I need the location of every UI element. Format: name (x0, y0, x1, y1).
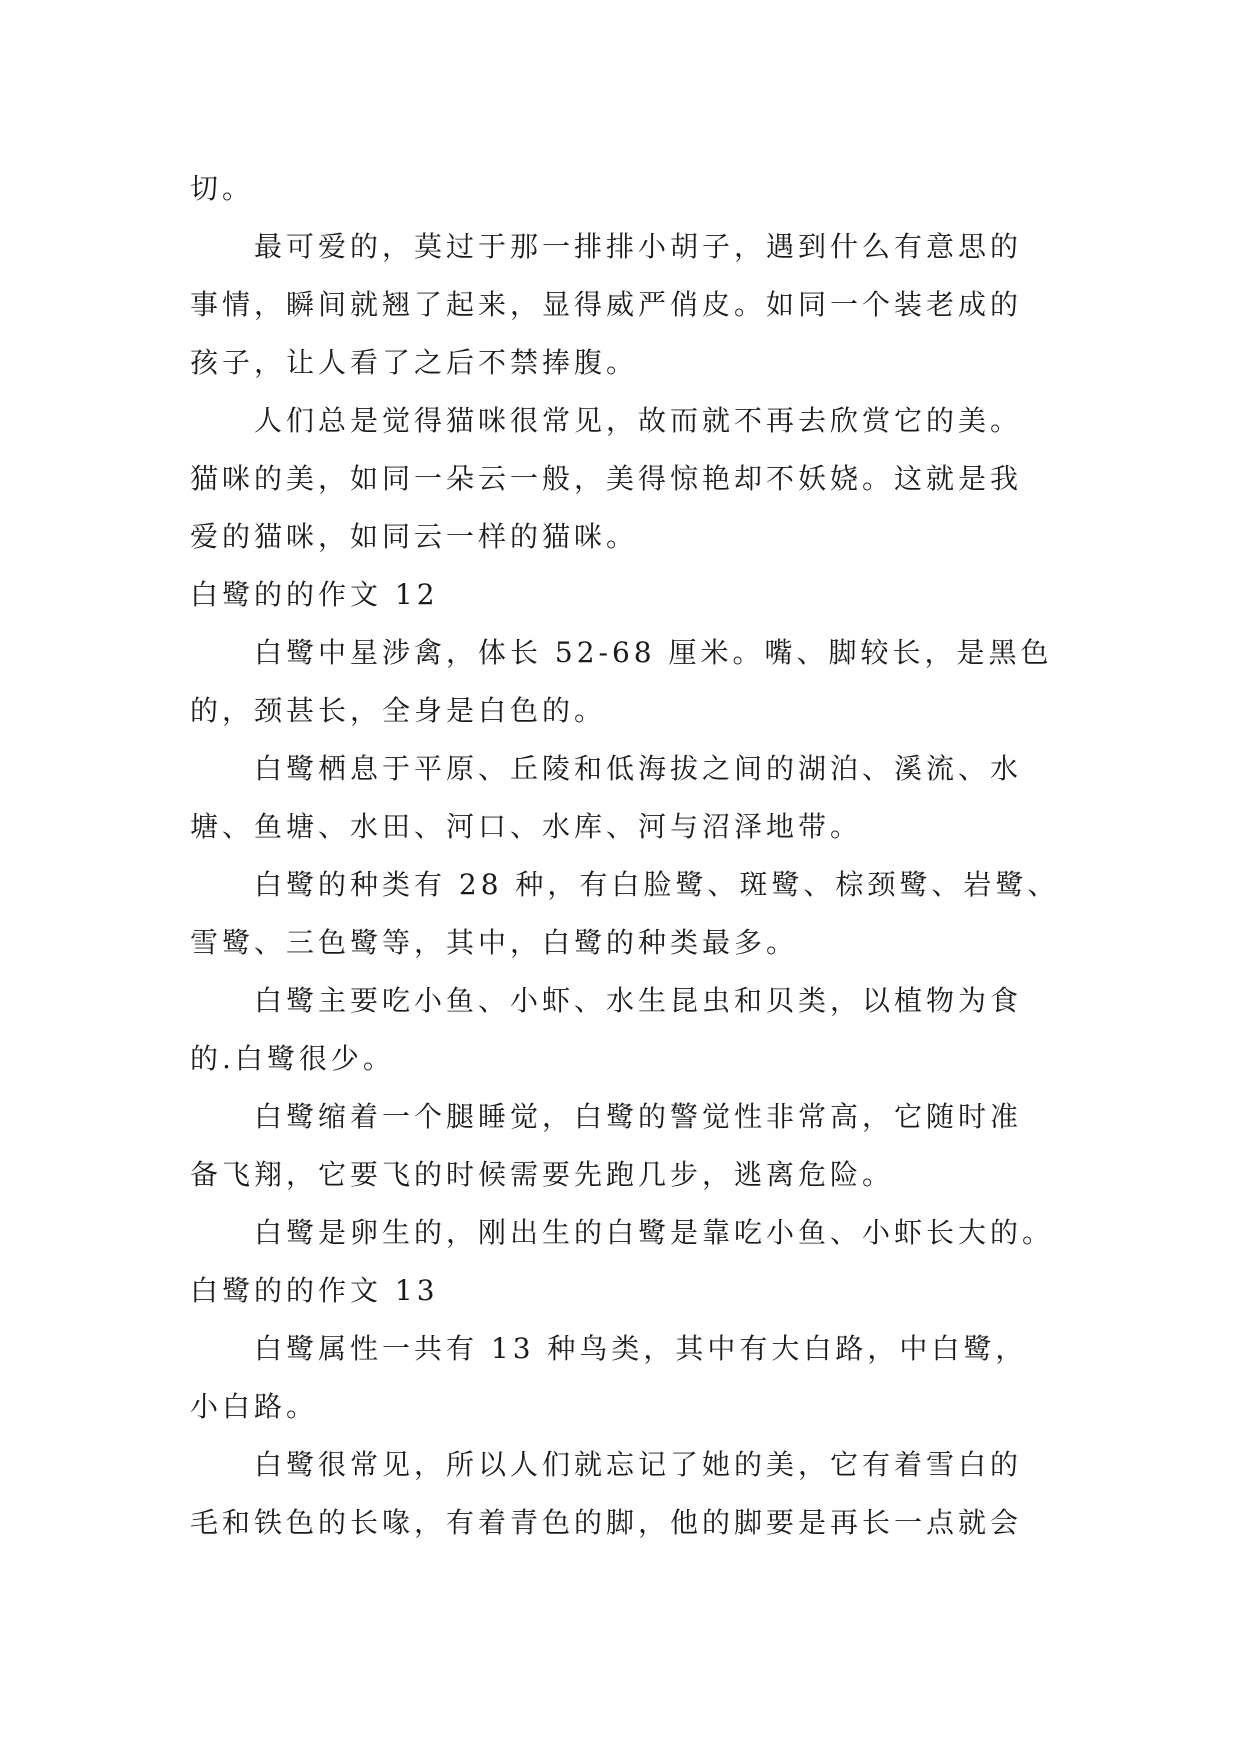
document-body (190, 160, 1060, 1552)
paragraph-first-line: 白鹭主要吃小鱼、小虾、水生昆虫和贝类，以植物为食 (254, 984, 1023, 1017)
text-line: 白鹭的的作文 13 (190, 1274, 439, 1307)
text-line: 切。 (190, 172, 255, 205)
paragraph-first-line: 白鹭很常见，所以人们就忘记了她的美，它有着雪白的 (254, 1448, 1023, 1481)
paragraph-first-line: 白鹭属性一共有 13 种鸟类，其中有大白路，中白鹭， (254, 1332, 1028, 1365)
text-line: 塘、鱼塘、水田、河口、水库、河与沼泽地带。 (190, 810, 863, 843)
paragraph-first-line: 白鹭栖息于平原、丘陵和低海拔之间的湖泊、溪流、水 (254, 752, 1023, 785)
text-line: 孩子，让人看了之后不禁捧腹。 (190, 346, 639, 379)
paragraph-first-line: 最可爱的，莫过于那一排排小胡子，遇到什么有意思的 (254, 230, 1023, 263)
text-line: 爱的猫咪，如同云一样的猫咪。 (190, 520, 639, 553)
text-line: 毛和铁色的长喙，有着青色的脚，他的脚要是再长一点就会 (190, 1506, 1023, 1539)
text-line: 备飞翔，它要飞的时候需要先跑几步，逃离危险。 (190, 1158, 895, 1191)
text-line: 白鹭的的作文 12 (190, 578, 439, 611)
text-line: 的，颈甚长，全身是白色的。 (190, 694, 607, 727)
text-line: 事情，瞬间就翘了起来，显得威严俏皮。如同一个装老成的 (190, 288, 1023, 321)
paragraph-first-line: 白鹭的种类有 28 种，有白脸鹭、斑鹭、棕颈鹭、岩鹭、 (254, 868, 1060, 901)
text-line: 小白路。 (190, 1390, 319, 1423)
paragraph-first-line: 白鹭是卵生的，刚出生的白鹭是靠吃小鱼、小虾长大的。 (254, 1216, 1055, 1249)
paragraph-first-line: 人们总是觉得猫咪很常见，故而就不再去欣赏它的美。 (254, 404, 1023, 437)
text-line: 猫咪的美，如同一朵云一般，美得惊艳却不妖娆。这就是我 (190, 462, 1023, 495)
paragraph-first-line: 白鹭缩着一个腿睡觉，白鹭的警觉性非常高，它随时准 (254, 1100, 1023, 1133)
text-line: 的.白鹭很少。 (190, 1042, 395, 1075)
text-line: 雪鹭、三色鹭等，其中，白鹭的种类最多。 (190, 926, 799, 959)
paragraph-first-line: 白鹭中星涉禽，体长 52-68 厘米。嘴、脚较长，是黑色 (254, 636, 1053, 669)
